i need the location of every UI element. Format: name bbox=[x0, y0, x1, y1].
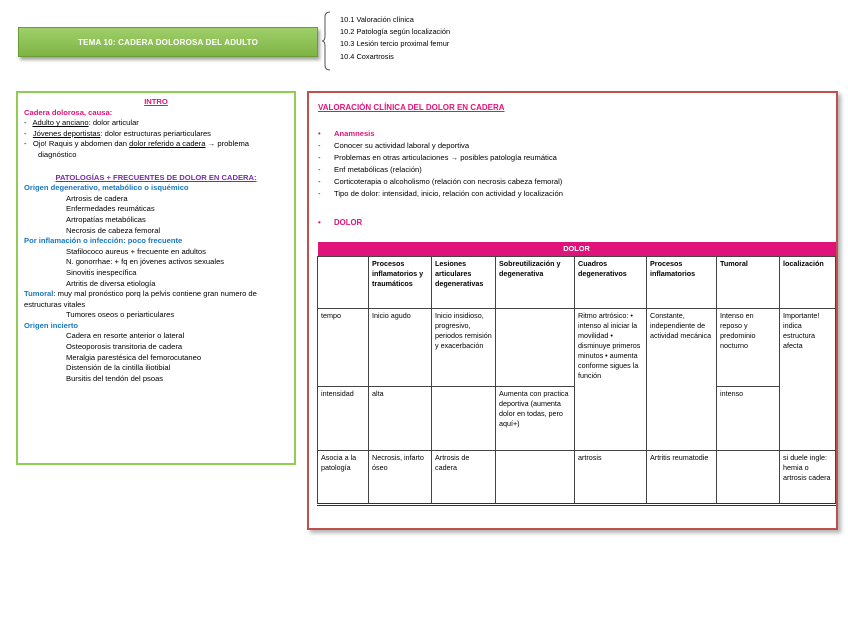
column-header: Sobreutilización y degenerativa bbox=[496, 257, 575, 309]
dolor-label: • DOLOR bbox=[318, 218, 363, 227]
table-cell: Necrosis, infarto óseo bbox=[369, 451, 432, 505]
table-cell: Ritmo artrósico: • intenso al iniciar la movilidad • disminuye primeros minutos • aumenta conforme sigues la función bbox=[575, 309, 647, 451]
pathology-item: Sinovitis inespecífica bbox=[66, 267, 137, 277]
valoracion-panel bbox=[307, 91, 838, 530]
table-cell: si duele ingle: hemia o artrosis cadera bbox=[780, 451, 836, 505]
pathology-item: Artritis de diversa etiología bbox=[66, 278, 156, 288]
pathology-item: Artropatías metabólicas bbox=[66, 214, 146, 224]
anamnesis-item: - Enf metabólicas (relación) bbox=[318, 164, 422, 174]
table-cell: Intenso en reposo y predominio nocturno bbox=[717, 309, 780, 387]
brace-icon bbox=[322, 11, 332, 71]
group-label: Por inflamación o infección: poco frecuente bbox=[24, 236, 183, 246]
table-cell: Aumenta con practica deportiva (aumenta dolor en todas, pero aquí+) bbox=[496, 387, 575, 451]
toc-item: 10.4 Coxartrosis bbox=[340, 51, 394, 61]
topic-title: TEMA 10: CADERA DOLOROSA DEL ADULTO bbox=[18, 27, 318, 57]
tumoral-line: Tumoral: muy mal pronóstico porq la pelvis contiene gran numero de estructuras vitales bbox=[24, 289, 257, 309]
table-cell: Constante, independiente de actividad mecánica bbox=[647, 309, 717, 451]
table-cell: artrosis bbox=[575, 451, 647, 505]
group-label: Origen incierto bbox=[24, 320, 79, 330]
valoracion-title: VALORACIÓN CLÍNICA DEL DOLOR EN CADERA bbox=[318, 103, 505, 112]
column-header: localización bbox=[780, 257, 836, 309]
column-header: Procesos inflamatorios y traumáticos bbox=[369, 257, 432, 309]
anamnesis-label: • Anamnesis bbox=[318, 129, 375, 138]
toc-item: 10.3 Lesión tercio proximal femur bbox=[340, 39, 450, 49]
toc-list bbox=[340, 14, 450, 63]
anamnesis-list bbox=[318, 128, 563, 199]
table-row bbox=[318, 451, 836, 505]
patologias-heading: PATOLOGÍAS + FRECUENTES DE DOLOR EN CADERA: bbox=[55, 172, 257, 182]
table-cell bbox=[432, 387, 496, 451]
column-header: Procesos inflamatorios bbox=[647, 257, 717, 309]
pathology-item: Artrosis de cadera bbox=[66, 193, 128, 203]
column-header: Lesiones articulares degenerativas bbox=[432, 257, 496, 309]
pathology-item: Enfermedades reumáticas bbox=[66, 204, 155, 214]
pathology-item: N. gonorrhae: + fq en jóvenes activos sexuales bbox=[66, 257, 225, 267]
pathology-item: Stafilococo aureus + frecuente en adultos bbox=[66, 246, 206, 256]
anamnesis-item: - Problemas en otras articulaciones → posibles patología reumática bbox=[318, 152, 557, 162]
cause-item: - Ojo! Raquis y abdomen dan dolor referido a cadera → problema diagnóstico bbox=[24, 139, 249, 159]
pathology-item: Meralgia parestésica del femorocutaneo bbox=[66, 352, 202, 362]
table-header: DOLOR bbox=[318, 242, 836, 257]
table-cell: Artrosis de cadera bbox=[432, 451, 496, 505]
table-cell: Inicio insidioso, progresivo, periodos remisión y exacerbación bbox=[432, 309, 496, 387]
table-cell bbox=[496, 309, 575, 387]
pathology-item: Osteoporosis transitoria de cadera bbox=[66, 342, 183, 352]
table-row bbox=[318, 309, 836, 387]
table-cell: Inicio agudo bbox=[369, 309, 432, 387]
column-header: Cuadros degenerativos bbox=[575, 257, 647, 309]
group-label: Origen degenerativo, metabólico o isquémico bbox=[24, 183, 189, 193]
pathology-item: Bursitis del tendón del psoas bbox=[66, 373, 164, 383]
column-header bbox=[318, 257, 369, 309]
row-label: tempo bbox=[318, 309, 369, 387]
table-cell: Artritis reumatodie bbox=[647, 451, 717, 505]
pathology-item: Cadera en resorte anterior o lateral bbox=[66, 331, 185, 341]
pathology-item: Tumores oseos o periarticulares bbox=[66, 310, 175, 320]
table-cell: intenso bbox=[717, 387, 780, 451]
toc-item: 10.2 Patología según localización bbox=[340, 27, 451, 37]
cause-item: - Jóvenes deportistas: dolor estructuras periarticulares bbox=[24, 128, 211, 138]
pathology-item: Necrosis de cabeza femoral bbox=[66, 225, 161, 235]
anamnesis-item: - Tipo de dolor: intensidad, inicio, relación con actividad y localización bbox=[318, 188, 563, 198]
cause-item: - Adulto y anciano: dolor articular bbox=[24, 118, 139, 128]
pathology-item: Distensión de la cintilla iliotibial bbox=[66, 363, 171, 373]
table-cell bbox=[717, 451, 780, 505]
anamnesis-item: - Conocer su actividad laboral y deportiva bbox=[318, 140, 470, 150]
toc-item: 10.1 Valoración clínica bbox=[340, 15, 414, 24]
row-label: intensidad bbox=[318, 387, 369, 451]
table-cell: alta bbox=[369, 387, 432, 451]
dolor-table bbox=[317, 242, 836, 506]
row-label: Asocia a la patología bbox=[318, 451, 369, 505]
intro-panel bbox=[16, 91, 296, 465]
table-cell: Importante! indica estructura afecta bbox=[780, 309, 836, 451]
causa-label: Cadera dolorosa, causa: bbox=[24, 107, 113, 117]
column-header: Tumoral bbox=[717, 257, 780, 309]
table-cell bbox=[496, 451, 575, 505]
anamnesis-item: - Corticoterapia o alcoholismo (relación con necrosis cabeza femoral) bbox=[318, 176, 563, 186]
intro-heading: INTRO bbox=[144, 97, 168, 106]
